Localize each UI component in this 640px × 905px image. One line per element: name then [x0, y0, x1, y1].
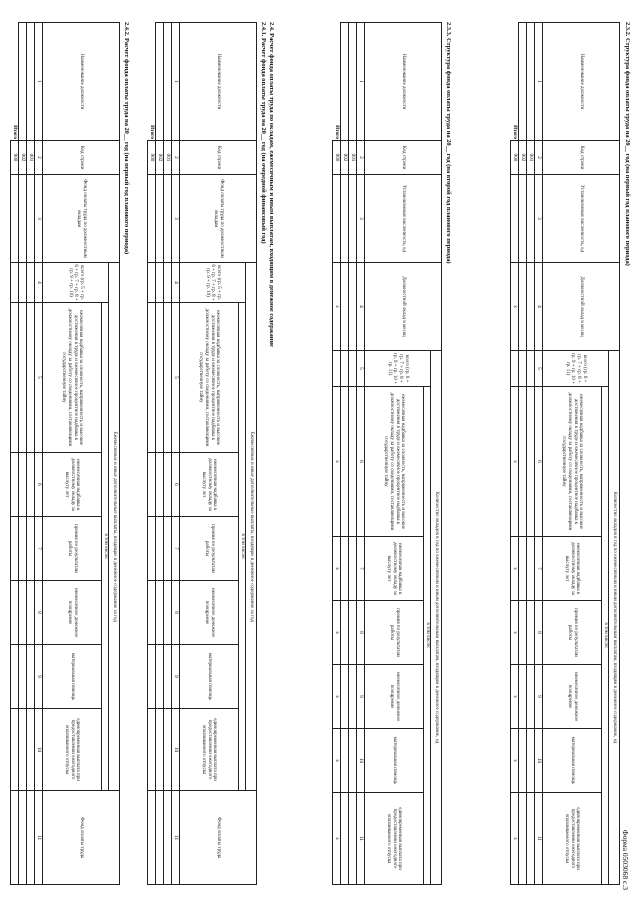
table-row: 001: [527, 23, 535, 885]
hdr-code: Код строки: [365, 141, 442, 175]
section-title-2-3-3: 2.3.3. Структура фонда оплаты труда на 20__ год (на второй год планового периода): [445, 22, 452, 264]
total-row: Итого 900: [148, 23, 156, 885]
form-label: Форма 0503068 с.3: [621, 829, 630, 890]
hdr-aid: материальная помощь: [43, 645, 102, 709]
hdr-allowance: ежемесячная надбавка за сложность, напряженность и высокие достижения в труде и ежемесячное процентное надбавка к должностному окладу за работу со сведениями, составляющими государственную тайну: [43, 303, 102, 453]
hdr-fund: Фонд оплаты труда: [180, 791, 257, 885]
hdr-incl: в том числе:: [239, 303, 246, 791]
table-row: 002: [156, 23, 164, 885]
total-row: Итого 900 x x x x x x x: [511, 23, 519, 885]
table-row: 002: [519, 23, 527, 885]
section-title-2-3-2: 2.3.2. Структура фонда оплаты труда на 20__ год (на первый год планового периода): [624, 22, 631, 266]
hdr-promotion: ежемесячное денежное поощрение: [43, 581, 102, 645]
total-label: Итого: [334, 125, 341, 139]
hdr-allowance: ежемесячная надбавка за сложность, напряженность и высокие достижения в труде и ежемесячное процентное надбавка к должностному окладу за работу со сведениями, составляющими государственную тайну: [543, 387, 602, 537]
hdr-bonus: ежемесячная надбавка к должностному окладу за выслугу лет: [180, 453, 239, 517]
hdr-premium: премия по результатам работы: [543, 601, 602, 665]
total-label: Итого: [12, 125, 19, 139]
hdr-premium: премия по результатам работы: [180, 517, 239, 581]
table-row: 001: [164, 23, 172, 885]
hdr-total: всего (гр. 6 + гр. 7 + гр. 8 + гр. 9 + гр. 10 + гр. 11): [365, 351, 431, 387]
hdr-fund-salary: Фонд оплаты труда по должностным окладам: [43, 175, 120, 263]
hdr-staff: Установленная численность, ед: [543, 175, 620, 263]
table-structure-2: [332, 22, 442, 885]
total-label: Итого: [149, 125, 156, 139]
table-row: 001: [349, 23, 357, 885]
hdr-incl: в том числе:: [602, 387, 609, 885]
hdr-position: Наименование должности: [365, 23, 442, 141]
hdr-position: Наименование должности: [43, 23, 120, 141]
hdr-promotion: ежемесячное денежное поощрение: [180, 581, 239, 645]
hdr-fund-group: Ежемесячные и иные дополнительные выплаты, входящие в денежное содержание за год: [246, 263, 257, 791]
hdr-fund-group: Ежемесячные и иные дополнительные выплаты, входящие в денежное содержание за год: [109, 263, 120, 791]
hdr-fund-total: всего (гр. 5 + гр. 6 + гр. 7 + гр. 8 + гр. 9 + гр. 10): [180, 263, 246, 303]
table-row: 001: [27, 23, 35, 885]
hdr-code: Код строки: [180, 141, 257, 175]
hdr-position: Наименование должности: [180, 23, 257, 141]
hdr-fund-salary: Фонд оплаты труда по должностным окладам: [180, 175, 257, 263]
total-label: Итого: [512, 125, 519, 139]
hdr-total: всего (гр. 6 + гр. 7 + гр. 8 + гр. 9 + гр. 10 + гр. 11): [543, 351, 609, 387]
table-fund-2: [10, 22, 120, 885]
table-row: 002: [341, 23, 349, 885]
hdr-lump: единовременная выплата при предоставлении ежегодного оплачиваемого отпуска: [543, 793, 602, 885]
number-row: 1 2 3 4 5 6 7 8 9 10 11: [172, 23, 180, 885]
hdr-lump: единовременная выплата при предоставлении ежегодного оплачиваемого отпуска: [180, 709, 239, 791]
section-title-2-4-2: 2.4.2. Расчет фонда оплаты труда на 20__ год (на первый год планового периода): [123, 22, 130, 255]
hdr-incl: в том числе:: [424, 387, 431, 885]
section-title-2-4-1: 2.4.1. Расчет фонда оплаты труда на 20__ год (на очередной финансовый год): [260, 22, 267, 244]
hdr-fund: Фонд оплаты труда: [43, 791, 120, 885]
hdr-promotion: ежемесячное денежное поощрение: [365, 665, 424, 729]
hdr-aid: материальная помощь: [180, 645, 239, 709]
number-row: 1 2 3 4 5 6 7 8 9 10 11: [357, 23, 365, 885]
hdr-payments-group: Количество окладов в год по ежемесячным и иным дополнительным выплатам, входящим в денежное содержание, ед: [431, 351, 442, 885]
total-row: Итого 900: [11, 23, 19, 885]
hdr-bonus: ежемесячная надбавка к должностному окладу за выслугу лет: [43, 453, 102, 517]
hdr-code: Код строки: [543, 141, 620, 175]
hdr-aid: материальная помощь: [365, 729, 424, 793]
hdr-staff: Установленная численность, ед: [365, 175, 442, 263]
table-fund-1: [147, 22, 257, 885]
table-row: 002: [19, 23, 27, 885]
section-title-2-4: 2.4. Расчет фонда оплаты труда по окладам, ежемесячным и иным выплатам, входящим в денежное содержание: [268, 22, 275, 347]
hdr-bonus: ежемесячная надбавка к должностному окладу за выслугу лет: [543, 537, 602, 601]
number-row: 1 2 3 4 5 6 7 8 9 10 11: [35, 23, 43, 885]
hdr-salary: Должностной оклад в месяц: [365, 263, 442, 351]
hdr-bonus: ежемесячная надбавка к должностному окладу за выслугу лет: [365, 537, 424, 601]
hdr-position: Наименование должности: [543, 23, 620, 141]
hdr-promotion: ежемесячное денежное поощрение: [543, 665, 602, 729]
hdr-allowance: ежемесячная надбавка за сложность, напряженность и высокие достижения в труде и ежемесячное процентное надбавка к должностному окладу за работу со сведениями, составляющими государственную тайну: [180, 303, 239, 453]
hdr-premium: премия по результатам работы: [43, 517, 102, 581]
hdr-allowance: ежемесячная надбавка за сложность, напряженность и высокие достижения в труде и ежемесячное процентное надбавка к должностному окладу за работу со сведениями, составляющими государственную тайну: [365, 387, 424, 537]
total-row: Итого 900 x x x x x x x: [333, 23, 341, 885]
table-structure-1: [510, 22, 620, 885]
hdr-salary: Должностной оклад в месяц: [543, 263, 620, 351]
hdr-fund-total: всего (гр. 5 + гр. 6 + гр. 7 + гр. 8 + гр. 9 + гр. 10): [43, 263, 109, 303]
hdr-aid: материальная помощь: [543, 729, 602, 793]
hdr-premium: премия по результатам работы: [365, 601, 424, 665]
hdr-lump: единовременная выплата при предоставлении ежегодного оплачиваемого отпуска: [43, 709, 102, 791]
number-row: 1 2 3 4 5 6 7 8 9 10 11: [535, 23, 543, 885]
hdr-payments-group: Количество окладов в год по ежемесячным и иным дополнительным выплатам, входящим в денежное содержание, ед: [609, 351, 620, 885]
hdr-incl: в том числе:: [102, 303, 109, 791]
hdr-code: Код строки: [43, 141, 120, 175]
hdr-lump: единовременная выплата при предоставлении ежегодного оплачиваемого отпуска: [365, 793, 424, 885]
